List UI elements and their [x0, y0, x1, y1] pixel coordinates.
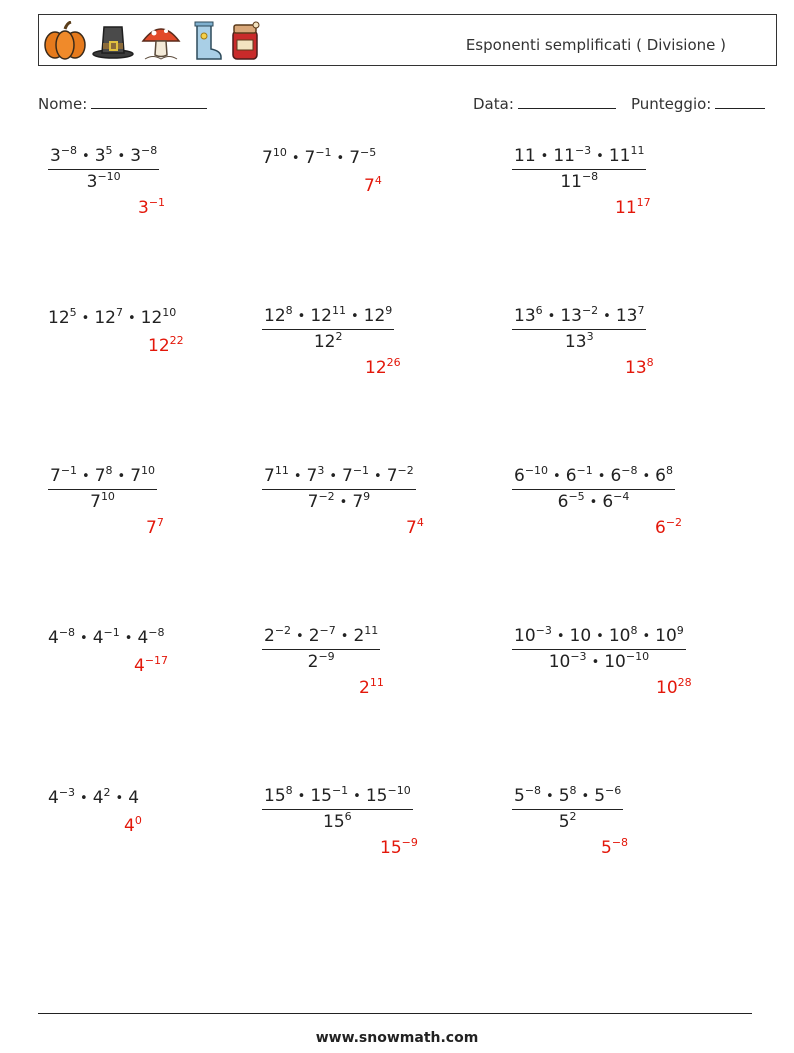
problem-4	[48, 308, 176, 328]
multiply-dot: •	[336, 151, 345, 166]
answer-1	[138, 198, 165, 218]
power-term: $7^3$	[306, 464, 325, 486]
exponent: 11	[369, 676, 384, 689]
exponent: −8	[60, 144, 78, 157]
exponent: −5	[568, 490, 585, 503]
power-term: $4^{-17}$	[134, 654, 169, 676]
exponent: −6	[605, 784, 622, 797]
date-label: Data:	[473, 95, 514, 113]
footer-url: www.snowmath.com	[315, 1030, 479, 1046]
power-term: $3^5$	[94, 144, 113, 166]
exponent: −1	[60, 464, 78, 477]
product-expression	[87, 172, 121, 192]
multiply-dot: •	[581, 789, 590, 804]
power-term: $15^{-9}$	[380, 836, 418, 858]
multiply-dot: •	[591, 655, 600, 670]
power-term: $10^{-10}$	[604, 650, 650, 672]
exponent: 8	[630, 624, 638, 637]
score-label: Punteggio:	[631, 95, 712, 113]
problem-12	[512, 626, 686, 672]
exponent: 0	[134, 814, 142, 827]
exponent: 5	[105, 144, 113, 157]
product-expression	[558, 492, 630, 512]
multiply-dot: •	[329, 469, 337, 484]
power-term: $4^2$	[92, 786, 111, 808]
exponent: 9	[676, 624, 684, 637]
answer-7	[146, 518, 164, 538]
product-expression	[90, 492, 115, 512]
exponent: −2	[397, 464, 414, 477]
multiply-dot: •	[540, 149, 549, 164]
multiply-dot: •	[80, 631, 88, 646]
fraction	[512, 306, 646, 352]
power-term: $15^{-10}$	[365, 784, 411, 806]
power-term: $7^{-2}$	[307, 490, 335, 512]
product-expression	[48, 788, 139, 808]
exponent: 5	[69, 306, 77, 319]
numerator	[512, 146, 646, 170]
exponent: 2	[335, 330, 343, 343]
power-term: $3^{-1}$	[138, 196, 166, 218]
problem-7	[48, 466, 157, 512]
exponent: −1	[315, 146, 332, 159]
exponent: 11	[630, 144, 645, 157]
product-expression	[308, 492, 371, 512]
exponent: 7	[637, 304, 645, 317]
date-blank[interactable]	[518, 94, 616, 109]
numerator	[512, 306, 646, 330]
power-term: $6^8$	[655, 464, 673, 486]
multiply-dot: •	[124, 631, 133, 646]
problem-10	[48, 628, 164, 648]
power-term: $7^{-1}$	[304, 146, 332, 168]
answer-3	[615, 198, 651, 218]
exponent: 3	[317, 464, 325, 477]
multiply-dot: •	[596, 629, 604, 644]
problem-13	[48, 788, 139, 808]
numerator	[512, 466, 675, 490]
product-expression	[48, 628, 164, 648]
exponent: −2	[318, 490, 335, 503]
exponent: 4	[416, 516, 424, 529]
multiply-dot: •	[350, 309, 359, 324]
denominator	[512, 170, 646, 192]
power-term: $4^{-8}$	[137, 626, 165, 648]
exponent: 2	[569, 810, 577, 823]
answer-10	[134, 656, 168, 676]
answer-8	[406, 518, 424, 538]
power-term: $10^8$	[608, 624, 638, 646]
exponent: 8	[569, 784, 577, 797]
exponent: 17	[636, 196, 651, 209]
denominator	[48, 170, 159, 192]
product-expression	[559, 812, 577, 832]
product-expression	[314, 332, 343, 352]
multiply-dot: •	[127, 311, 136, 326]
exponent: −2	[665, 516, 683, 529]
multiply-dot: •	[297, 309, 306, 324]
power-term: $12^2$	[313, 330, 343, 352]
multiply-dot: •	[117, 469, 126, 484]
footer-divider	[38, 1013, 752, 1014]
power-term: $5^{-8}$	[514, 784, 542, 806]
multiply-dot: •	[339, 495, 348, 510]
exponent: −8	[524, 784, 542, 797]
name-blank[interactable]	[91, 94, 207, 109]
numerator	[48, 466, 157, 490]
exponent: 9	[363, 490, 371, 503]
header-box	[38, 14, 777, 66]
exponent: −9	[401, 836, 418, 849]
power-term: $2^{11}$	[359, 676, 384, 698]
numerator	[262, 786, 413, 810]
power-term: $12^{26}$	[365, 356, 401, 378]
numerator	[262, 306, 394, 330]
product-expression	[264, 786, 411, 806]
power-term: $10^{-3}$	[514, 624, 552, 646]
power-term: $2^{-7}$	[308, 624, 336, 646]
exponent: −1	[331, 784, 349, 797]
power-term: 4	[128, 788, 140, 808]
multiply-dot: •	[115, 791, 124, 806]
power-term: $12^{11}$	[310, 304, 346, 326]
problem-8	[262, 466, 416, 512]
exponent: 6	[344, 810, 352, 823]
exponent: 8	[665, 464, 673, 477]
product-expression	[565, 332, 594, 352]
answer-14	[380, 838, 418, 858]
exponent: 8	[105, 464, 113, 477]
exponent: 8	[285, 304, 293, 317]
power-term: $7^7$	[146, 516, 164, 538]
multiply-dot: •	[546, 789, 554, 804]
answer-12	[656, 678, 692, 698]
power-term: $2^{-9}$	[307, 650, 335, 672]
denominator	[512, 330, 646, 352]
problem-14	[262, 786, 413, 832]
power-term: $7^9$	[352, 490, 371, 512]
denominator	[512, 490, 675, 512]
denominator	[48, 490, 157, 512]
exponent: 8	[285, 784, 293, 797]
multiply-dot: •	[553, 469, 561, 484]
exponent: −8	[611, 836, 629, 849]
exponent: −9	[318, 650, 335, 663]
answer-13	[124, 816, 142, 836]
power-term: $12^7$	[94, 306, 123, 328]
power-term: $7^4$	[406, 516, 424, 538]
denominator	[262, 810, 413, 832]
multiply-dot: •	[340, 629, 349, 644]
exponent: −2	[581, 304, 599, 317]
multiply-dot: •	[596, 149, 604, 164]
power-term: $10^9$	[655, 624, 684, 646]
power-term: $11^{-3}$	[553, 144, 592, 166]
power-term: $7^{-1}$	[342, 464, 370, 486]
power-term: $6^{-4}$	[602, 490, 630, 512]
exponent: 11	[364, 624, 379, 637]
multiply-dot: •	[297, 789, 306, 804]
power-term: $6^{-5}$	[557, 490, 585, 512]
multiply-dot: •	[589, 495, 598, 510]
power-term: $7^{10}$	[262, 146, 287, 168]
product-expression	[514, 466, 673, 486]
mushroom-icon	[139, 21, 183, 61]
power-term: $6^{-2}$	[655, 516, 683, 538]
score-blank[interactable]	[715, 94, 765, 109]
power-term: $7^4$	[364, 174, 382, 196]
numerator	[512, 626, 686, 650]
exponent: −17	[144, 654, 169, 667]
name-field	[38, 94, 207, 113]
exponent: 6	[535, 304, 543, 317]
denominator	[262, 650, 380, 672]
pumpkin-icon	[43, 21, 87, 61]
power-term: $5^{-6}$	[594, 784, 622, 806]
product-expression	[50, 146, 157, 166]
pilgrim-hat-icon	[91, 21, 135, 61]
product-expression	[308, 652, 335, 672]
multiply-dot: •	[547, 309, 556, 324]
score-field	[631, 94, 765, 113]
exponent: 22	[169, 334, 184, 347]
power-term: $12^8$	[264, 304, 293, 326]
exponent: −2	[274, 624, 292, 637]
fraction	[48, 146, 159, 192]
power-term: 10	[569, 626, 592, 646]
problem-3	[512, 146, 646, 192]
multiply-dot: •	[597, 469, 606, 484]
power-term: $13^6$	[514, 304, 543, 326]
multiply-dot: •	[642, 469, 651, 484]
exponent: −8	[141, 144, 158, 157]
multiply-dot: •	[291, 151, 300, 166]
fraction	[48, 466, 157, 512]
power-term: $4^{-3}$	[48, 786, 76, 808]
fraction	[512, 786, 623, 832]
product-expression	[514, 146, 644, 166]
numerator	[262, 626, 380, 650]
exponent: −10	[625, 650, 650, 663]
answer-2	[364, 176, 382, 196]
exponent: 11	[331, 304, 346, 317]
power-term: $4^0$	[124, 814, 142, 836]
exponent: −1	[103, 626, 120, 639]
power-term: $2^{-2}$	[264, 624, 292, 646]
denominator	[512, 650, 686, 672]
power-term: $12^{10}$	[140, 306, 177, 328]
problem-2	[262, 148, 376, 168]
exponent: −3	[570, 650, 587, 663]
exponent: 9	[385, 304, 393, 317]
answer-11	[359, 678, 384, 698]
exponent: −8	[58, 626, 76, 639]
fraction	[512, 466, 675, 512]
power-term: $10^{28}$	[656, 676, 692, 698]
exponent: 10	[141, 464, 156, 477]
power-term: $13^3$	[564, 330, 594, 352]
multiply-dot: •	[81, 311, 90, 326]
worksheet-title: Esponenti semplificati ( Divisione )	[465, 36, 726, 54]
product-expression	[549, 652, 649, 672]
multiply-dot: •	[293, 469, 302, 484]
rain-boot-icon	[187, 21, 223, 61]
problem-15	[512, 786, 623, 832]
product-expression	[514, 626, 684, 646]
answer-6	[625, 358, 654, 378]
numerator	[48, 146, 159, 170]
power-term: $12^{22}$	[148, 334, 184, 356]
multiply-dot: •	[82, 469, 90, 484]
product-expression	[514, 786, 621, 806]
power-term: $10^{-3}$	[548, 650, 587, 672]
multiply-dot: •	[603, 309, 611, 324]
exponent: 8	[646, 356, 654, 369]
power-term: $15^8$	[264, 784, 293, 806]
multiply-dot: •	[374, 469, 382, 484]
exponent: −1	[576, 464, 593, 477]
denominator	[262, 330, 394, 352]
power-term: $7^8$	[94, 464, 113, 486]
power-term: 11	[514, 146, 536, 166]
power-term: $11^{17}$	[615, 196, 651, 218]
power-term: $2^{11}$	[353, 624, 379, 646]
power-term: $5^2$	[558, 810, 577, 832]
exponent: −8	[148, 626, 165, 639]
power-term: $13^{-2}$	[560, 304, 599, 326]
power-term: $11^{11}$	[608, 144, 645, 166]
power-term: $15^{-1}$	[310, 784, 349, 806]
multiply-dot: •	[82, 149, 90, 164]
numerator	[512, 786, 623, 810]
exponent: −3	[574, 144, 592, 157]
problem-6	[512, 306, 646, 352]
product-expression	[560, 172, 598, 192]
denominator	[262, 490, 416, 512]
multiply-dot: •	[296, 629, 304, 644]
product-expression	[48, 308, 176, 328]
exponent: −4	[613, 490, 630, 503]
power-term: $6^{-10}$	[514, 464, 549, 486]
exponent: −5	[360, 146, 377, 159]
exponent: −8	[581, 170, 599, 183]
power-term: $7^{11}$	[264, 464, 289, 486]
exponent: −3	[58, 786, 76, 799]
exponent: 28	[677, 676, 692, 689]
answer-15	[601, 838, 628, 858]
exponent: 7	[156, 516, 164, 529]
date-field	[473, 94, 616, 113]
product-expression	[323, 812, 352, 832]
fraction	[512, 146, 646, 192]
product-expression	[264, 306, 392, 326]
exponent: 4	[374, 174, 382, 187]
exponent: 3	[586, 330, 594, 343]
product-expression	[262, 148, 376, 168]
multiply-dot: •	[642, 629, 651, 644]
product-expression	[514, 306, 644, 326]
exponent: 26	[386, 356, 401, 369]
header-icons	[43, 21, 263, 61]
power-term: $3^{-10}$	[86, 170, 121, 192]
power-term: $11^{-8}$	[560, 170, 599, 192]
exponent: −10	[97, 170, 121, 183]
problem-11	[262, 626, 380, 672]
exponent: 10	[162, 306, 177, 319]
answer-9	[655, 518, 682, 538]
exponent: −10	[387, 784, 411, 797]
power-term: $13^7$	[615, 304, 645, 326]
fraction	[262, 626, 380, 672]
exponent: −10	[524, 464, 549, 477]
multiply-dot: •	[80, 791, 88, 806]
power-term: $7^{-5}$	[349, 146, 377, 168]
power-term: $12^9$	[363, 304, 393, 326]
power-term: $7^{10}$	[90, 490, 115, 512]
fraction	[262, 306, 394, 352]
exponent: 10	[100, 490, 115, 503]
exponent: 2	[103, 786, 111, 799]
power-term: $6^{-8}$	[610, 464, 638, 486]
problem-5	[262, 306, 394, 352]
power-term: $4^{-8}$	[48, 626, 76, 648]
answer-4	[148, 336, 184, 356]
fraction	[262, 786, 413, 832]
fraction	[512, 626, 686, 672]
exponent: 11	[274, 464, 289, 477]
exponent: −3	[535, 624, 552, 637]
power-term: $7^{-2}$	[386, 464, 414, 486]
product-expression	[264, 626, 378, 646]
numerator	[262, 466, 416, 490]
power-term: $5^8$	[558, 784, 577, 806]
exponent: −1	[148, 196, 166, 209]
power-term: $7^{-1}$	[50, 464, 78, 486]
power-term: $5^{-8}$	[601, 836, 629, 858]
multiply-dot: •	[117, 149, 126, 164]
power-term: $15^6$	[323, 810, 352, 832]
exponent: −8	[621, 464, 638, 477]
exponent: −7	[319, 624, 336, 637]
power-term: $3^{-8}$	[130, 144, 158, 166]
power-term: $3^{-8}$	[50, 144, 78, 166]
jam-jar-icon	[227, 21, 263, 61]
product-expression	[264, 466, 414, 486]
denominator	[512, 810, 623, 832]
power-term: $7^{10}$	[130, 464, 156, 486]
multiply-dot: •	[353, 789, 361, 804]
fraction	[262, 466, 416, 512]
power-term: $4^{-1}$	[92, 626, 120, 648]
exponent: −1	[352, 464, 370, 477]
problem-1	[48, 146, 159, 192]
multiply-dot: •	[556, 629, 565, 644]
exponent: 7	[115, 306, 123, 319]
power-term: $6^{-1}$	[565, 464, 593, 486]
problem-9	[512, 466, 675, 512]
product-expression	[50, 466, 155, 486]
answer-5	[365, 358, 401, 378]
power-term: $12^5$	[48, 306, 77, 328]
exponent: 10	[272, 146, 287, 159]
power-term: $13^8$	[625, 356, 654, 378]
name-label: Nome:	[38, 95, 88, 113]
